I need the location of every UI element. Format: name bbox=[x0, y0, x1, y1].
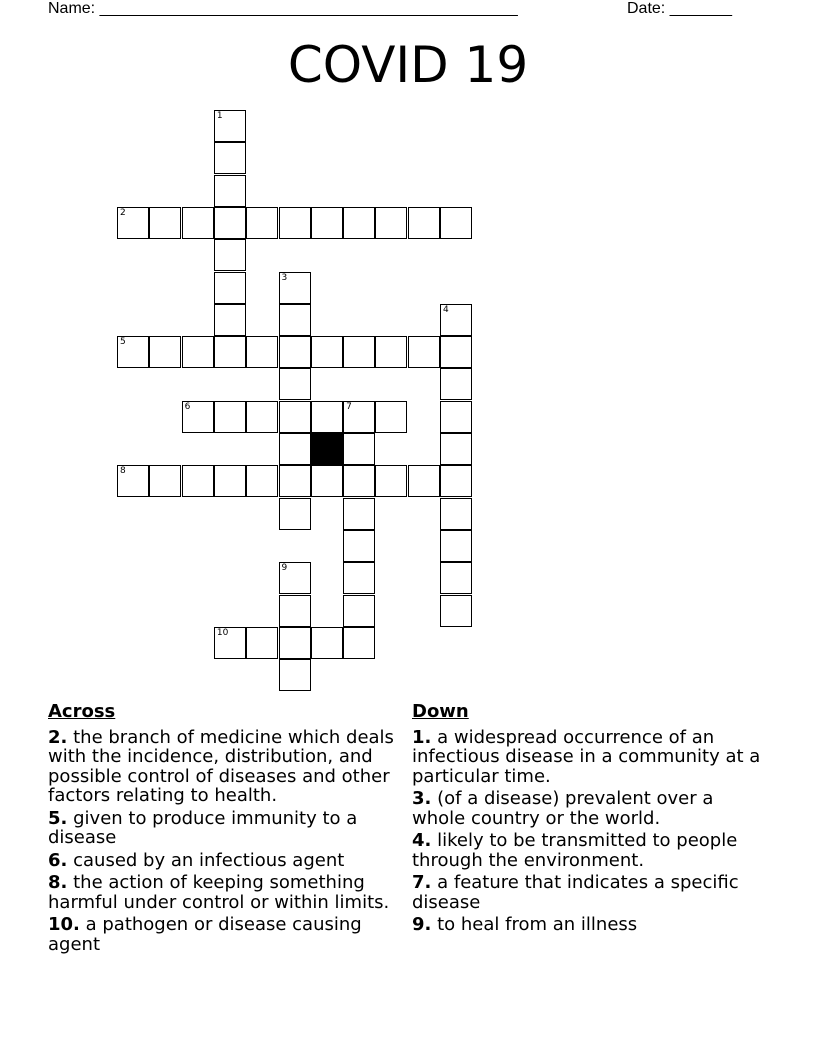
clue-number: 7 bbox=[346, 401, 352, 412]
grid-cell[interactable] bbox=[149, 336, 181, 368]
grid-cell[interactable] bbox=[279, 562, 311, 594]
clue-number: 9 bbox=[281, 563, 288, 574]
grid-cell[interactable] bbox=[279, 368, 311, 400]
grid-cell[interactable] bbox=[311, 401, 343, 433]
clue-number: 2. bbox=[48, 726, 68, 748]
grid-cell[interactable] bbox=[279, 498, 311, 530]
clue-number: 5. bbox=[48, 807, 68, 829]
grid-cell[interactable] bbox=[246, 401, 278, 433]
grid-cell[interactable] bbox=[408, 336, 440, 368]
grid-cell[interactable] bbox=[214, 336, 246, 368]
grid-cell[interactable] bbox=[117, 336, 149, 368]
grid-cell[interactable] bbox=[343, 336, 375, 368]
clue-text: caused by an infectious agent bbox=[73, 849, 345, 871]
grid-cell[interactable] bbox=[440, 304, 472, 336]
grid-cell[interactable] bbox=[440, 498, 472, 530]
grid-cell[interactable] bbox=[279, 304, 311, 336]
grid-cell[interactable] bbox=[279, 465, 311, 497]
grid-cell[interactable] bbox=[408, 465, 440, 497]
grid-cell[interactable] bbox=[246, 627, 278, 659]
date-field[interactable]: Date: _______ bbox=[627, 0, 732, 17]
grid-cell[interactable] bbox=[408, 207, 440, 239]
grid-cell[interactable] bbox=[440, 368, 472, 400]
grid-cell[interactable] bbox=[246, 465, 278, 497]
grid-cell[interactable] bbox=[149, 207, 181, 239]
grid-cell[interactable] bbox=[311, 336, 343, 368]
clue-text: the action of keeping something harmful under control or within limits. bbox=[48, 872, 390, 913]
grid-cell[interactable] bbox=[246, 336, 278, 368]
grid-cell[interactable] bbox=[279, 659, 311, 691]
grid-cell[interactable] bbox=[440, 336, 472, 368]
grid-cell[interactable] bbox=[182, 207, 214, 239]
clue-number: 4. bbox=[412, 830, 432, 851]
across-heading: Across bbox=[48, 701, 116, 722]
grid-cell[interactable] bbox=[117, 465, 149, 497]
down-clue bbox=[412, 915, 772, 935]
grid-cell[interactable] bbox=[343, 562, 375, 594]
clue-text: (of a disease) prevalent over a whole country or the world. bbox=[412, 788, 714, 829]
clue-number: 10 bbox=[216, 627, 229, 638]
across-clue bbox=[48, 873, 398, 912]
grid-cell[interactable] bbox=[214, 465, 246, 497]
grid-cell[interactable] bbox=[343, 207, 375, 239]
clue-number: 8. bbox=[48, 872, 68, 893]
grid-cell[interactable] bbox=[214, 207, 246, 239]
across-clue-list bbox=[48, 728, 398, 955]
down-clue bbox=[412, 728, 772, 787]
clue-number: 1. bbox=[412, 726, 432, 748]
grid-cell[interactable] bbox=[214, 304, 246, 336]
grid-cell[interactable] bbox=[279, 401, 311, 433]
grid-cell[interactable] bbox=[440, 595, 472, 627]
grid-block bbox=[311, 433, 343, 465]
grid-cell[interactable] bbox=[311, 207, 343, 239]
down-heading: Down bbox=[412, 701, 469, 722]
grid-cell[interactable] bbox=[214, 272, 246, 304]
grid-cell[interactable] bbox=[343, 498, 375, 530]
grid-cell[interactable] bbox=[214, 110, 246, 142]
clue-number: 8 bbox=[120, 466, 126, 477]
clue-number: 6. bbox=[48, 849, 68, 871]
down-clue bbox=[412, 831, 772, 870]
clue-number: 4 bbox=[443, 304, 449, 315]
across-clue bbox=[48, 851, 398, 871]
grid-cell[interactable] bbox=[182, 336, 214, 368]
clue-number: 9. bbox=[412, 914, 432, 935]
grid-cell[interactable] bbox=[343, 433, 375, 465]
clue-text: given to produce immunity to a disease bbox=[48, 807, 358, 848]
grid-cell[interactable] bbox=[440, 401, 472, 433]
across-clue bbox=[48, 809, 398, 848]
down-clue bbox=[412, 789, 772, 828]
across-clue bbox=[48, 915, 398, 954]
clue-number: 7. bbox=[412, 872, 432, 893]
grid-cell[interactable] bbox=[375, 336, 407, 368]
grid-cell[interactable] bbox=[214, 401, 246, 433]
grid-cell[interactable] bbox=[279, 207, 311, 239]
grid-cell[interactable] bbox=[440, 207, 472, 239]
clue-text: a widespread occurrence of an infectious disease in a community at a particular time. bbox=[412, 726, 761, 787]
grid-cell[interactable] bbox=[440, 530, 472, 562]
grid-cell[interactable] bbox=[440, 433, 472, 465]
grid-cell[interactable] bbox=[375, 401, 407, 433]
page-title: COVID 19 bbox=[287, 36, 529, 94]
grid-cell[interactable] bbox=[375, 465, 407, 497]
name-field[interactable]: Name: _______________________________________________ bbox=[48, 0, 518, 17]
grid-cell[interactable] bbox=[149, 465, 181, 497]
grid-cell[interactable] bbox=[440, 562, 472, 594]
down-clue-list bbox=[412, 728, 772, 935]
grid-cell[interactable] bbox=[214, 627, 246, 659]
grid-cell[interactable] bbox=[343, 595, 375, 627]
across-clues bbox=[48, 702, 398, 957]
grid-cell[interactable] bbox=[343, 530, 375, 562]
clue-text: to heal from an illness bbox=[437, 914, 638, 935]
clue-number: 1 bbox=[216, 111, 223, 121]
grid-cell[interactable] bbox=[343, 465, 375, 497]
down-clues bbox=[412, 702, 772, 938]
grid-cell[interactable] bbox=[311, 627, 343, 659]
grid-cell[interactable] bbox=[440, 465, 472, 497]
clue-number: 3. bbox=[412, 788, 432, 809]
grid-cell[interactable] bbox=[311, 465, 343, 497]
clue-text: the branch of medicine which deals with the incidence, distribution, and possible control of diseases and other factors relating to health. bbox=[48, 726, 394, 806]
grid-cell[interactable] bbox=[279, 336, 311, 368]
grid-cell[interactable] bbox=[246, 207, 278, 239]
clue-number: 10. bbox=[48, 914, 80, 935]
grid-cell[interactable] bbox=[343, 401, 375, 433]
grid-cell[interactable] bbox=[214, 239, 246, 271]
grid-cell[interactable] bbox=[182, 465, 214, 497]
grid-cell[interactable] bbox=[375, 207, 407, 239]
clue-number: 5 bbox=[120, 337, 126, 348]
grid-cell[interactable] bbox=[214, 175, 246, 207]
clue-text: a pathogen or disease causing agent bbox=[48, 914, 362, 955]
clue-number: 3 bbox=[281, 272, 288, 283]
clue-number: 2 bbox=[120, 207, 126, 218]
clue-text: a feature that indicates a specific disease bbox=[412, 872, 739, 913]
grid-cell[interactable] bbox=[117, 207, 149, 239]
across-clue bbox=[48, 728, 398, 806]
grid-cell[interactable] bbox=[279, 595, 311, 627]
down-clue bbox=[412, 873, 772, 912]
grid-cell[interactable] bbox=[214, 142, 246, 174]
grid-cell[interactable] bbox=[279, 433, 311, 465]
clue-number: 6 bbox=[184, 401, 191, 412]
grid-cell[interactable] bbox=[279, 627, 311, 659]
clue-text: likely to be transmitted to people through the environment. bbox=[412, 830, 738, 871]
grid-cell[interactable] bbox=[182, 401, 214, 433]
grid-cell[interactable] bbox=[279, 272, 311, 304]
grid-cell[interactable] bbox=[343, 627, 375, 659]
